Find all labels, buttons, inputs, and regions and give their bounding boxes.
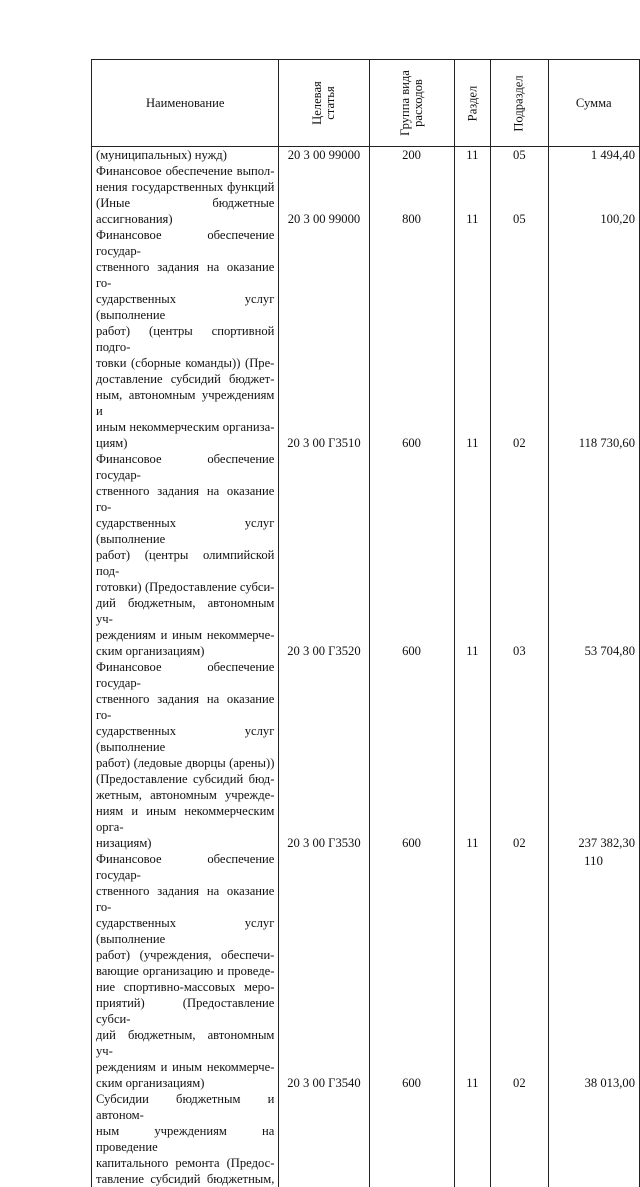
header-amount: Сумма: [548, 60, 639, 147]
target-article-cell: 20 3 00 99000: [279, 147, 369, 164]
section-cell: 11: [454, 147, 491, 164]
amount-cell: 100,20: [548, 163, 639, 227]
row-name-cell: [92, 227, 279, 451]
header-target-article: Целевая статья: [279, 60, 369, 147]
header-name: Наименование: [92, 60, 279, 147]
table-header-row: [92, 60, 640, 147]
subsection-cell: 02: [491, 851, 548, 1091]
subsection-cell: [491, 1091, 548, 1187]
table-row: [92, 851, 640, 1091]
row-name-line: Финансовое обеспечение государ-: [96, 228, 275, 258]
row-name-line: дий бюджетным, автономным уч-: [96, 596, 275, 626]
row-name-line: готовки) (Предоставление субси-: [96, 580, 275, 594]
section-cell: 11: [454, 851, 491, 1091]
target-article-cell: 20 3 00 99000: [279, 163, 369, 227]
table-row: [92, 147, 640, 164]
row-name-line: ским организациям): [96, 1076, 205, 1090]
row-name-line: ным, автономным учреждениям и: [96, 388, 275, 418]
row-name-line: сударственных услуг (выполнение: [96, 516, 275, 546]
header-subsection: Подраздел: [491, 60, 548, 147]
header-section: Раздел: [454, 60, 491, 147]
subsection-cell: 02: [491, 659, 548, 851]
row-name-line: работ) (центры олимпийской под-: [96, 548, 275, 578]
row-name-line: ским организациям): [96, 644, 205, 658]
row-name-line: Финансовое обеспечение государ-: [96, 852, 275, 882]
row-name-line: иным некоммерческим организа-: [96, 420, 275, 434]
row-name-line: Субсидии бюджетным и автоном-: [96, 1092, 275, 1122]
row-name-line: Финансовое обеспечение выпол-: [96, 164, 275, 178]
amount-cell: 118 730,60: [548, 227, 639, 451]
row-name-line: работ) (учреждения, обеспечи-: [96, 948, 275, 962]
expense-group-cell: 600: [369, 227, 454, 451]
row-name-line: ственного задания на оказание го-: [96, 260, 275, 290]
amount-cell: 1 494,40: [548, 147, 639, 164]
table-row: [92, 227, 640, 451]
row-name-cell: [92, 163, 279, 227]
table-row: [92, 451, 640, 659]
row-name-line: вающие организацию и проведе-: [96, 964, 275, 978]
row-name-line: приятий) (Предоставление субси-: [96, 996, 275, 1026]
row-name-cell: [92, 451, 279, 659]
subsection-cell: 03: [491, 451, 548, 659]
row-name-line: работ) (ледовые дворцы (арены)): [96, 756, 275, 770]
row-name-line: работ) (центры спортивной подго-: [96, 324, 275, 354]
header-expense-group: Группа вида расходов: [369, 60, 454, 147]
subsection-cell: 02: [491, 227, 548, 451]
target-article-cell: 20 3 00 Г3540: [279, 851, 369, 1091]
row-name-line: ным учреждениям на проведение: [96, 1124, 275, 1154]
expense-group-cell: 600: [369, 451, 454, 659]
row-name-line: доставление субсидий бюджет-: [96, 372, 275, 386]
row-name-line: дий бюджетным, автономным уч-: [96, 1028, 275, 1058]
row-name-line: жетным, автономным учрежде-: [96, 788, 275, 802]
row-name-line: (Иные бюджетные ассигнования): [96, 196, 275, 226]
target-article-cell: 20 3 00 Г3520: [279, 451, 369, 659]
row-name-line: (Предоставление субсидий бюд-: [96, 772, 275, 786]
row-name-line: низациям): [96, 836, 152, 850]
row-name-line: реждениям и иным некоммерче-: [96, 1060, 275, 1074]
target-article-cell: 20 3 00 Г3530: [279, 659, 369, 851]
row-name-line: (муниципальных) нужд): [96, 148, 227, 162]
row-name-line: ственного задания на оказание го-: [96, 484, 275, 514]
row-name-line: ственного задания на оказание го-: [96, 692, 275, 722]
row-name-line: сударственных услуг (выполнение: [96, 916, 275, 946]
target-article-cell: [279, 1091, 369, 1187]
expense-group-cell: 600: [369, 851, 454, 1091]
row-name-line: циям): [96, 436, 128, 450]
row-name-line: Финансовое обеспечение государ-: [96, 452, 275, 482]
subsection-cell: 05: [491, 163, 548, 227]
table-row: [92, 1091, 640, 1187]
section-cell: 11: [454, 227, 491, 451]
amount-cell: [548, 1091, 639, 1187]
section-cell: [454, 1091, 491, 1187]
expense-group-cell: 800: [369, 163, 454, 227]
row-name-line: нения государственных функций: [96, 180, 275, 194]
table-row: [92, 659, 640, 851]
row-name-line: ственного задания на оказание го-: [96, 884, 275, 914]
amount-cell: 38 013,00: [548, 851, 639, 1091]
section-cell: 11: [454, 451, 491, 659]
row-name-line: ние спортивно-массовых меро-: [96, 980, 275, 994]
row-name-line: товки (сборные команды)) (Пре-: [96, 356, 275, 370]
row-name-cell: [92, 1091, 279, 1187]
row-name-cell: [92, 147, 279, 164]
expense-group-cell: [369, 1091, 454, 1187]
budget-table: [91, 59, 640, 1187]
section-cell: 11: [454, 163, 491, 227]
target-article-cell: 20 3 00 Г3510: [279, 227, 369, 451]
row-name-line: сударственных услуг (выполнение: [96, 292, 275, 322]
row-name-line: реждениям и иным некоммерче-: [96, 628, 275, 642]
row-name-line: сударственных услуг (выполнение: [96, 724, 275, 754]
row-name-cell: [92, 659, 279, 851]
row-name-line: тавление субсидий бюджетным,: [96, 1172, 275, 1186]
page-number: 110: [584, 853, 604, 868]
row-name-line: капитального ремонта (Предос-: [96, 1156, 275, 1170]
row-name-cell: [92, 851, 279, 1091]
expense-group-cell: 200: [369, 147, 454, 164]
subsection-cell: 05: [491, 147, 548, 164]
table-row: [92, 163, 640, 227]
amount-cell: 53 704,80: [548, 451, 639, 659]
section-cell: 11: [454, 659, 491, 851]
expense-group-cell: 600: [369, 659, 454, 851]
row-name-line: ниям и иным некоммерческим орга-: [96, 804, 275, 834]
row-name-line: Финансовое обеспечение государ-: [96, 660, 275, 690]
amount-cell: 237 382,30: [548, 659, 639, 851]
